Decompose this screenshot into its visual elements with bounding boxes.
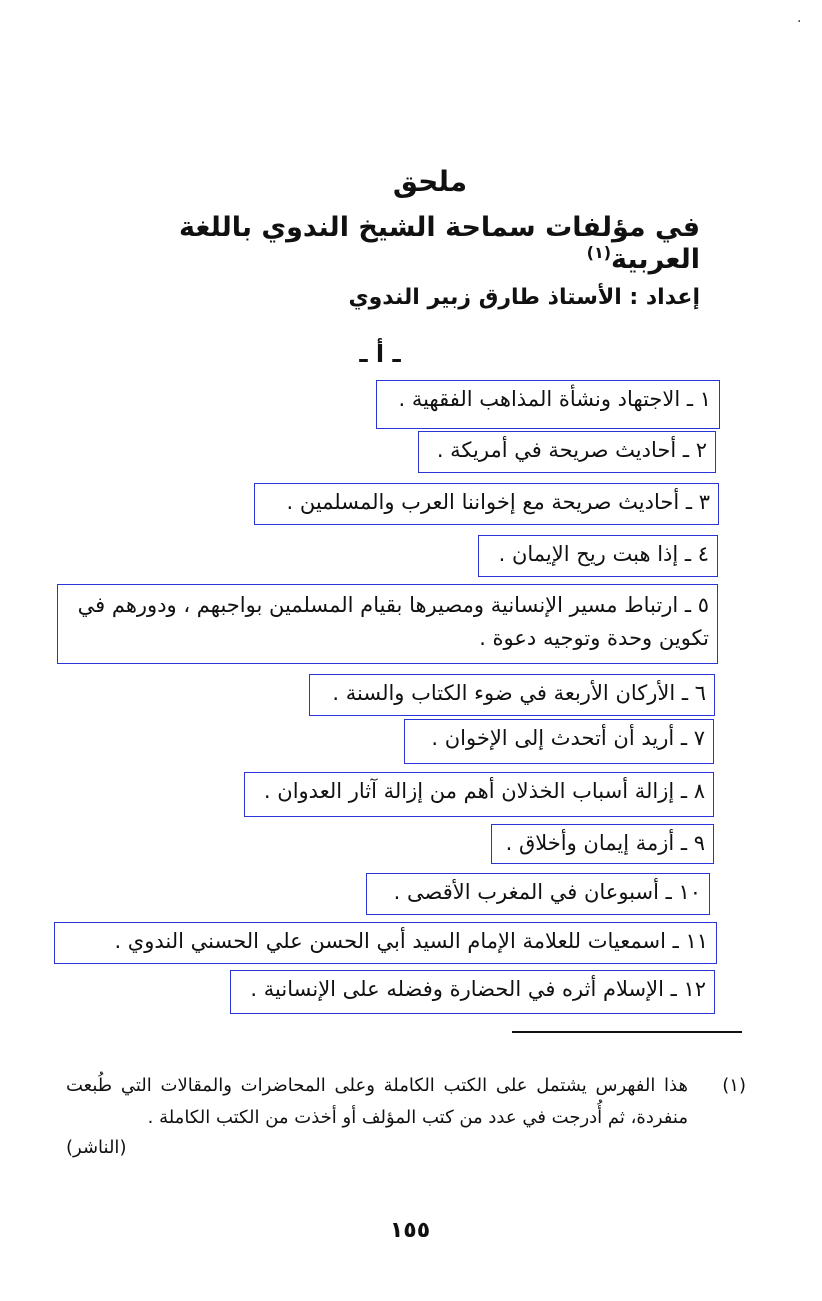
preparer-line: إعداد : الأستاذ طارق زبير الندوي (348, 285, 700, 310)
subtitle-text: في مؤلفات سماحة الشيخ الندوي باللغة العربية (178, 212, 700, 275)
list-item: ١٠ ـ أسبوعان في المغرب الأقصى . (366, 873, 710, 915)
list-item: ٣ ـ أحاديث صريحة مع إخواننا العرب والمسلمين . (254, 483, 719, 525)
scan-mark: · (797, 14, 802, 30)
footnote-number: (١) (722, 1075, 746, 1096)
footnote (66, 1070, 746, 1158)
list-item: ٥ ـ ارتباط مسير الإنسانية ومصيرها بقيام المسلمين بواجبهم ، ودورهم في تكوين وحدة وتوجيه دعوة . (57, 584, 718, 664)
appendix-title: ملحق (392, 165, 468, 198)
list-item: ٩ ـ أزمة إيمان وأخلاق . (491, 824, 714, 864)
section-letter: ـ أ ـ (359, 340, 401, 368)
footnote-publisher: (الناشر) (66, 1137, 127, 1158)
list-item: ١٢ ـ الإسلام أثره في الحضارة وفضله على الإنسانية . (230, 970, 715, 1014)
page-number: ١٥٥ (389, 1218, 431, 1243)
list-item: ٦ ـ الأركان الأربعة في ضوء الكتاب والسنة . (309, 674, 715, 716)
appendix-subtitle (90, 212, 700, 275)
list-item: ٨ ـ إزالة أسباب الخذلان أهم من إزالة آثار العدوان . (244, 772, 714, 817)
list-item: ٢ ـ أحاديث صريحة في أمريكة . (418, 431, 716, 473)
footnote-text: هذا الفهرس يشتمل على الكتب الكاملة وعلى المحاضرات والمقالات التي طُبعت منفردة، ثم أُدرجت في عدد من كتب المؤلف أو أخذت من الكتب الكاملة . (66, 1075, 688, 1128)
footnote-separator (512, 1031, 742, 1033)
footnote-reference: (١) (586, 243, 612, 262)
list-item: ١ ـ الاجتهاد ونشأة المذاهب الفقهية . (376, 380, 720, 429)
list-item: ٤ ـ إذا هبت ريح الإيمان . (478, 535, 718, 577)
list-item: ١١ ـ اسمعيات للعلامة الإمام السيد أبي الحسن علي الحسني الندوي . (54, 922, 717, 964)
list-item: ٧ ـ أريد أن أتحدث إلى الإخوان . (404, 719, 714, 764)
